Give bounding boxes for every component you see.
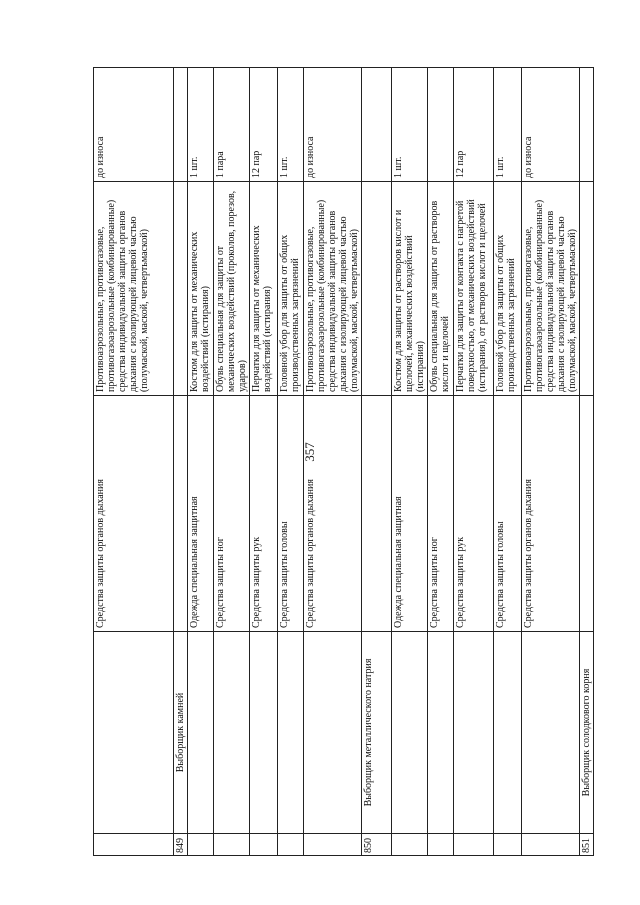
profession-name: Выборщик металлического натрия <box>362 632 392 834</box>
ppe-item: Перчатки для защиты от контакта с нагретой поверхностью, от механических воздействий (истирания), от растворов кислот и щелочей <box>454 182 494 396</box>
row-number: 850 <box>362 834 392 856</box>
ppe-item: Противоаэрозольные, противогазовые, противогазоаэрозольные (комбинированные) средства индивидуальной защиты органов дыхания с изолирующей лицевой частью (полумаской, маской, четвертьмаской) <box>94 182 174 396</box>
table-row <box>278 68 304 856</box>
table-row <box>94 68 174 856</box>
ppe-type: Средства защиты головы <box>494 396 522 632</box>
ppe-quantity: 1 шт. <box>392 68 428 182</box>
ppe-quantity: 12 пар <box>454 68 494 182</box>
ppe-quantity: до износа <box>522 68 580 182</box>
table-row <box>392 68 428 856</box>
ppe-item: Обувь специальная для защиты от механических воздействий (проколов, порезов, ударов) <box>214 182 250 396</box>
table-row <box>494 68 522 856</box>
ppe-quantity: до износа <box>94 68 174 182</box>
table-row-profession <box>362 68 392 856</box>
ppe-type: Одежда специальная защитная <box>188 396 214 632</box>
ppe-quantity: 1 шт. <box>494 68 522 182</box>
ppe-type: Средства защиты головы <box>278 396 304 632</box>
rotated-page <box>93 68 592 856</box>
row-number: 851 <box>580 834 594 856</box>
ppe-type: Средства защиты ног <box>428 396 454 632</box>
ppe-item: Костюм для защиты от механических воздействий (истирания) <box>188 182 214 396</box>
ppe-quantity: 12 пар <box>250 68 278 182</box>
ppe-type: Средства защиты органов дыхания <box>94 396 174 632</box>
table-row <box>214 68 250 856</box>
ppe-item: Головной убор для защиты от общих производственных загрязнений <box>278 182 304 396</box>
table-row-profession <box>174 68 188 856</box>
table-row <box>304 68 362 856</box>
table-row <box>250 68 278 856</box>
ppe-type: Одежда специальная защитная <box>392 396 428 632</box>
ppe-item: Противоаэрозольные, противогазовые, противогазоаэрозольные (комбинированные) средства индивидуальной защиты органов дыхания с изолирующей лицевой частью (полумаской, маской, четвертьмаской) <box>304 182 362 396</box>
table-row <box>428 68 454 856</box>
ppe-quantity: 1 шт. <box>188 68 214 182</box>
ppe-type: Средства защиты органов дыхания <box>304 396 362 632</box>
table-row-profession <box>580 68 594 856</box>
ppe-quantity <box>428 68 454 182</box>
ppe-quantity: до износа <box>304 68 362 182</box>
ppe-item: Костюм для защиты от растворов кислот и щелочей, механических воздействий (истирания) <box>392 182 428 396</box>
rotated-table-wrapper <box>93 68 592 856</box>
profession-name: Выборщик камней <box>174 632 188 834</box>
ppe-type: Средства защиты органов дыхания <box>522 396 580 632</box>
ppe-norms-table <box>93 67 594 856</box>
table-row <box>454 68 494 856</box>
ppe-quantity: 1 шт. <box>278 68 304 182</box>
ppe-type: Средства защиты рук <box>250 396 278 632</box>
profession-name: Выборщик солодкового корня <box>580 632 594 834</box>
ppe-item: Противоаэрозольные, противогазовые, противогазоаэрозольные (комбинированные) средства индивидуальной защиты органов дыхания с изолирующей лицевой частью (полумаской, маской, четвертьмаской) <box>522 182 580 396</box>
ppe-item: Перчатки для защиты от механических воздействий (истирания) <box>250 182 278 396</box>
ppe-type: Средства защиты рук <box>454 396 494 632</box>
table-row <box>188 68 214 856</box>
ppe-item: Обувь специальная для защиты от растворов кислот и щелочей <box>428 182 454 396</box>
row-number: 849 <box>174 834 188 856</box>
ppe-quantity: 1 пара <box>214 68 250 182</box>
ppe-item: Головной убор для защиты от общих производственных загрязнений <box>494 182 522 396</box>
page-number: 357 <box>302 442 317 462</box>
ppe-type: Средства защиты ног <box>214 396 250 632</box>
table-row <box>522 68 580 856</box>
